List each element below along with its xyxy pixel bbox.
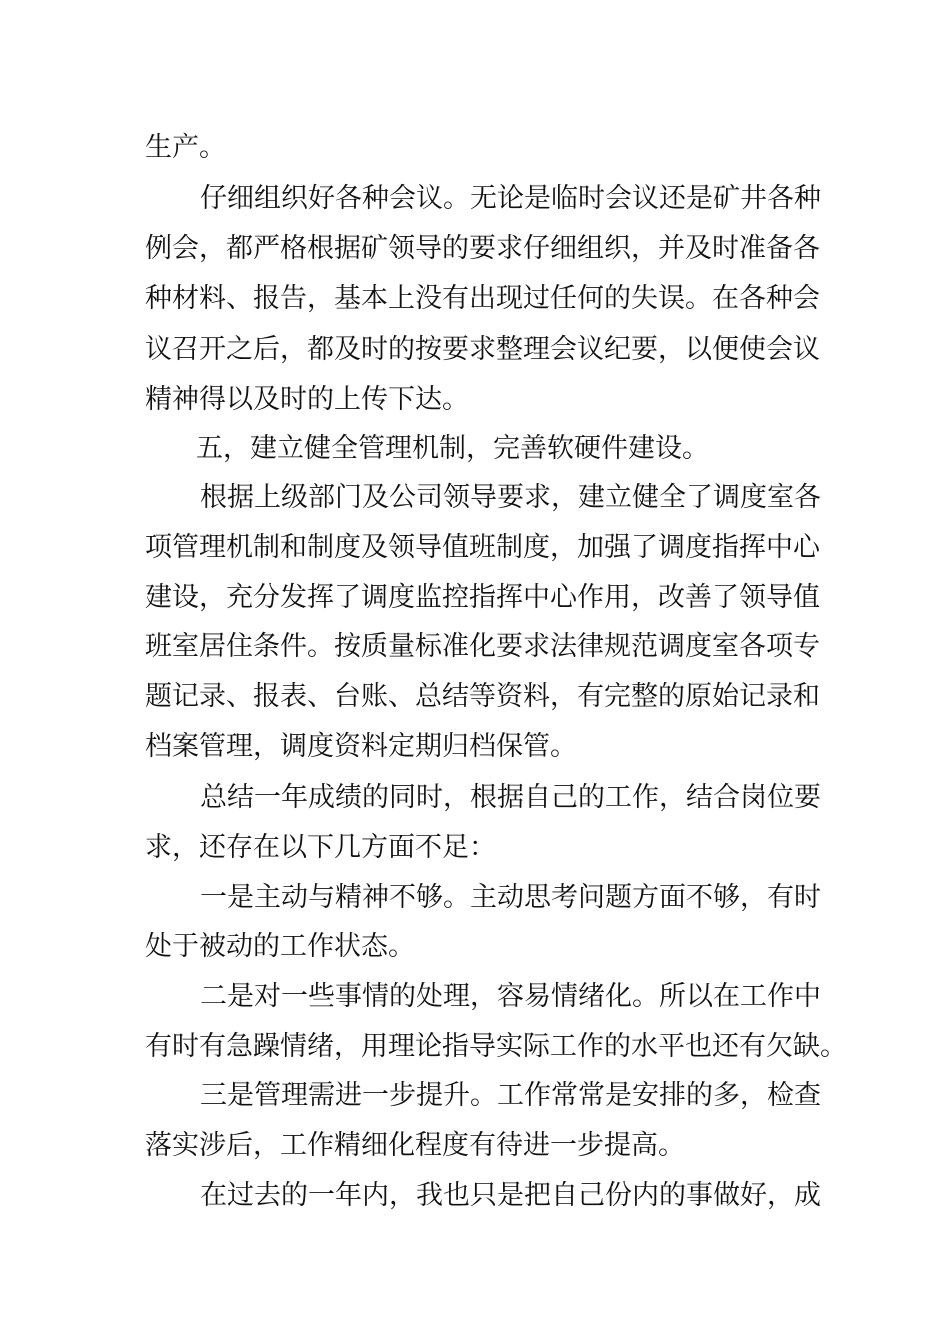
text-line: 议召开之后，都及时的按要求整理会议纪要，以便使会议 — [145, 334, 820, 365]
text-line: 精神得以及时的上传下达。 — [145, 384, 469, 415]
text-line: 例会，都严格根据矿领导的要求仔细组织，并及时准备各 — [145, 233, 820, 264]
paragraph-start-line: 一是主动与精神不够。主动思考问题方面不够，有时 — [200, 882, 821, 913]
text-line: 建设，充分发挥了调度监控指挥中心作用，改善了领导值 — [145, 582, 820, 613]
text-line: 题记录、报表、台账、总结等资料，有完整的原始记录和 — [145, 681, 820, 712]
paragraph-start-line: 在过去的一年内，我也只是把自己份内的事做好，成 — [200, 1180, 821, 1211]
text-line: 生产。 — [145, 132, 226, 163]
text-line: 落实涉后，工作精细化程度有待进一步提高。 — [145, 1130, 685, 1161]
text-line: 种材料、报告，基本上没有出现过任何的失误。在各种会 — [145, 283, 820, 314]
paragraph-start-line: 三是管理需进一步提升。工作常常是安排的多，检查 — [200, 1080, 821, 1111]
paragraph-start-line: 根据上级部门及公司领导要求，建立健全了调度室各 — [200, 482, 821, 513]
text-line: 有时有急躁情绪，用理论指导实际工作的水平也还有欠缺。 — [145, 1031, 847, 1062]
text-line: 处于被动的工作状态。 — [145, 931, 415, 962]
section-heading: 五，建立健全管理机制，完善软硬件建设。 — [196, 433, 709, 464]
paragraph-start-line: 总结一年成绩的同时，根据自己的工作，结合岗位要 — [200, 782, 821, 813]
paragraph-start-line: 二是对一些事情的处理，容易情绪化。所以在工作中 — [200, 981, 821, 1012]
paragraph-start-line: 仔细组织好各种会议。无论是临时会议还是矿井各种 — [200, 183, 821, 214]
text-line: 档案管理，调度资料定期归档保管。 — [145, 731, 577, 762]
text-line: 班室居住条件。按质量标准化要求法律规范调度室各项专 — [145, 631, 820, 662]
text-line: 项管理机制和制度及领导值班制度，加强了调度指挥中心 — [145, 532, 820, 563]
text-line: 求，还存在以下几方面不足： — [145, 832, 496, 863]
